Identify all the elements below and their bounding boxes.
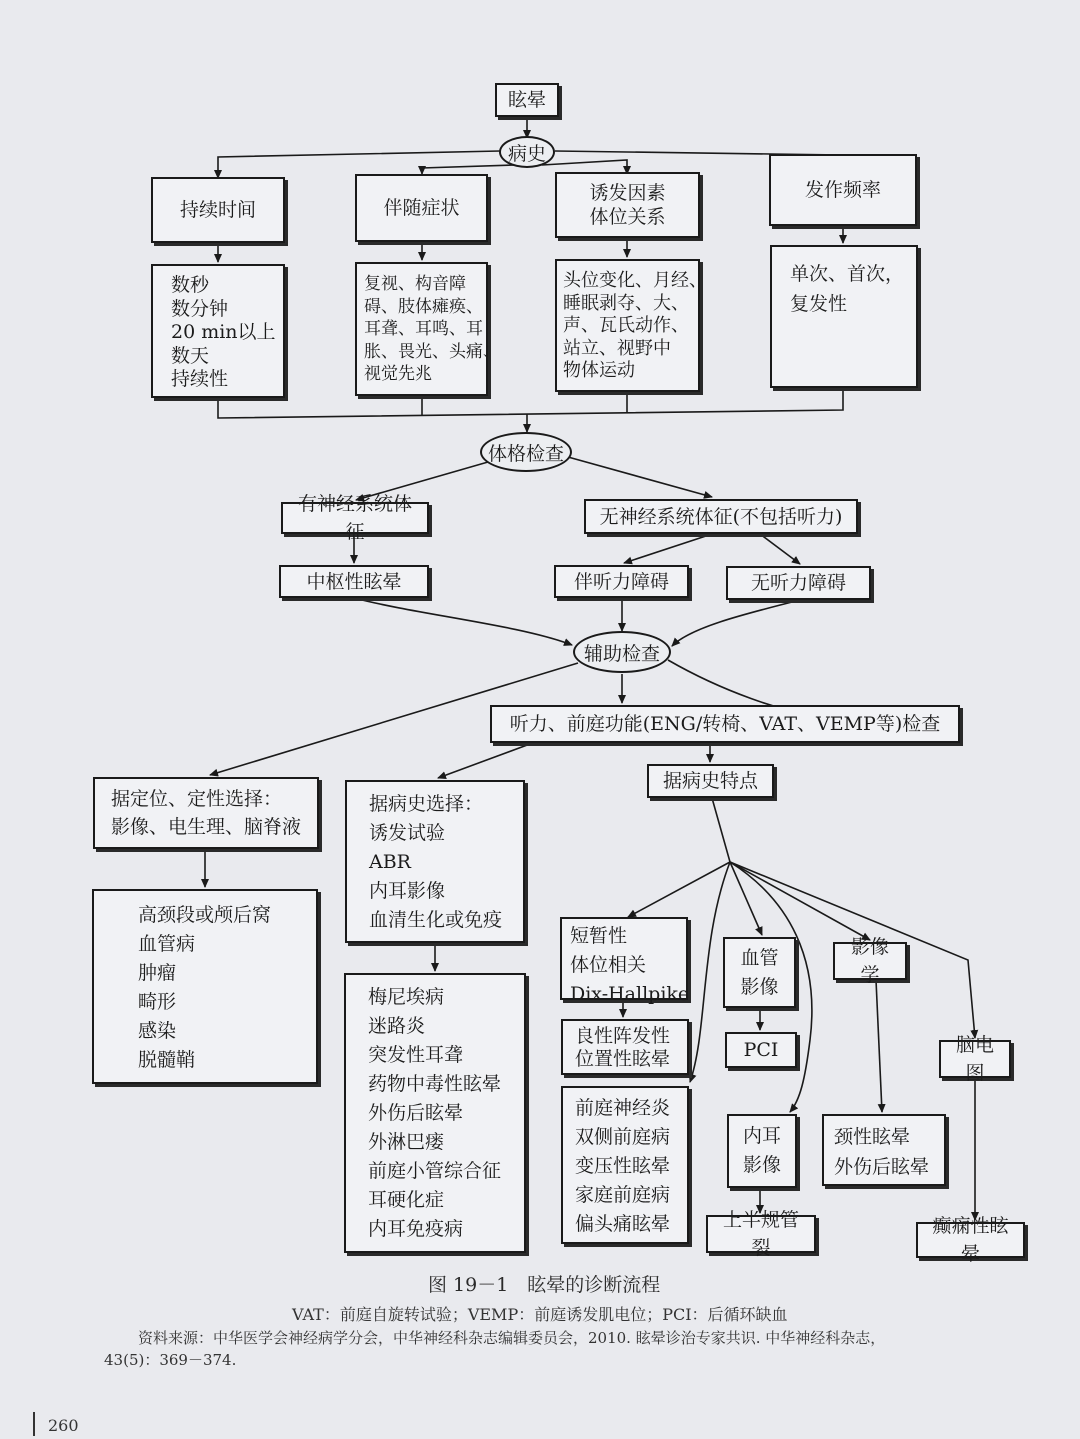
connector xyxy=(624,534,712,563)
frequency-item: 单次、首次， xyxy=(790,263,905,285)
brief-positional-line: 体位相关 xyxy=(570,954,647,976)
localization-line: 据定位、定性选择： xyxy=(111,788,283,810)
physical-exam-oval xyxy=(480,432,572,472)
central-cause-item: 肿瘤 xyxy=(138,962,177,984)
epileptic-label: 癫痫性眩晕 xyxy=(932,1215,1009,1265)
connector xyxy=(712,798,730,862)
brief-positional-line: Dix-Hallpike xyxy=(570,983,690,1005)
source-note-continued: 43(5)：369－374. xyxy=(104,1351,237,1369)
symptoms-title: 伴随症状 xyxy=(383,197,460,219)
trigger-title-line: 诱发因素 xyxy=(589,182,666,204)
peripheral-cause-item: 前庭小管综合征 xyxy=(368,1160,502,1182)
connector xyxy=(422,165,515,174)
history-selection-line: ABR xyxy=(369,851,411,873)
inner-ear-imaging-line: 影像 xyxy=(742,1154,781,1176)
symptoms-item: 胀、畏光、头痛、 xyxy=(364,341,500,362)
vascular-imaging-box xyxy=(723,937,796,1008)
duration-item: 数分钟 xyxy=(171,297,229,320)
duration-item: 持续性 xyxy=(171,368,229,390)
vestibular-disease-item: 家庭前庭病 xyxy=(575,1184,671,1206)
vestibular-tests-box xyxy=(490,705,960,743)
imaging-box xyxy=(833,936,907,986)
duration-box xyxy=(151,177,285,243)
peripheral-cause-item: 梅尼埃病 xyxy=(368,986,445,1008)
page-margin-bar xyxy=(33,1412,35,1436)
vestibular-diseases-box xyxy=(561,1086,689,1244)
duration-item: 数秒 xyxy=(171,274,210,296)
history-features-label: 据病史特点 xyxy=(662,770,758,792)
peripheral-cause-item: 突发性耳聋 xyxy=(368,1044,464,1066)
without-hearing-loss-label: 无听力障碍 xyxy=(750,572,846,594)
central-cause-item: 感染 xyxy=(138,1020,177,1042)
superior-canal-box xyxy=(706,1209,816,1259)
symptoms-box xyxy=(355,174,488,242)
vestibular-disease-item: 偏头痛眩晕 xyxy=(575,1213,671,1235)
central-vertigo-label: 中枢性眩晕 xyxy=(306,570,402,593)
trigger-box xyxy=(555,172,700,238)
history-selection-line: 据病史选择： xyxy=(369,793,484,815)
peripheral-cause-item: 外伤后眩晕 xyxy=(368,1102,464,1124)
peripheral-cause-item: 外淋巴瘘 xyxy=(368,1131,445,1153)
frequency-title: 发作频率 xyxy=(804,179,881,201)
localization-box xyxy=(93,777,319,849)
with-hearing-loss-label: 伴听力障碍 xyxy=(573,570,669,593)
pci-label: PCI xyxy=(743,1039,779,1061)
no-neuro-signs-box xyxy=(584,499,858,534)
central-cause-item: 畸形 xyxy=(138,991,177,1013)
connector xyxy=(730,862,870,940)
central-causes-box xyxy=(92,889,318,1084)
history-selection-line: 内耳影像 xyxy=(369,880,446,902)
figure-caption: 图 19－1 眩晕的诊断流程 xyxy=(428,1274,661,1296)
inner-ear-imaging-box xyxy=(727,1114,797,1188)
frequency-item: 复发性 xyxy=(790,293,848,315)
history-selection-line: 血清生化或免疫 xyxy=(369,909,503,931)
aux-exam-label: 辅助检查 xyxy=(583,642,660,665)
connector xyxy=(218,388,843,418)
brief-positional-box xyxy=(560,917,690,1005)
bppv-box xyxy=(561,1019,689,1075)
history-label: 病史 xyxy=(507,142,546,165)
trigger-item: 物体运动 xyxy=(563,360,635,381)
inner-ear-imaging-line: 内耳 xyxy=(742,1125,781,1147)
without-hearing-loss-box xyxy=(726,566,871,600)
connector xyxy=(354,598,572,645)
imaging-label: 影像学 xyxy=(850,936,889,986)
vestibular-disease-item: 双侧前庭病 xyxy=(575,1126,671,1148)
aux-exam-oval xyxy=(573,631,671,673)
history-selection-box xyxy=(345,780,525,943)
abbreviation-note: VAT：前庭自旋转试验；VEMP：前庭诱发肌电位；PCI：后循环缺血 xyxy=(292,1305,788,1324)
duration-title: 持续时间 xyxy=(179,199,256,221)
bppv-line: 良性阵发性 xyxy=(575,1025,671,1047)
vertigo-label: 眩晕 xyxy=(507,89,546,111)
connector xyxy=(760,534,800,564)
vertigo-box xyxy=(495,83,559,117)
localization-line: 影像、电生理、脑脊液 xyxy=(111,816,302,838)
trigger-item: 头位变化、月经、 xyxy=(563,270,707,291)
eeg-box xyxy=(939,1034,1011,1084)
with-hearing-loss-box xyxy=(554,565,689,598)
epileptic-box xyxy=(916,1215,1025,1265)
duration-item: 20 min以上 xyxy=(171,321,276,343)
peripheral-cause-item: 迷路炎 xyxy=(368,1015,426,1037)
vascular-imaging-line: 影像 xyxy=(740,975,779,998)
vestibular-disease-item: 前庭神经炎 xyxy=(575,1097,671,1119)
duration-item: 数天 xyxy=(171,344,210,367)
connector xyxy=(628,862,730,917)
frequency-details xyxy=(770,245,918,388)
superior-canal-label: 上半规管裂 xyxy=(722,1209,799,1259)
imaging-result-item: 颈性眩晕 xyxy=(834,1126,911,1148)
symptoms-item: 耳聋、耳鸣、耳 xyxy=(364,319,483,339)
central-vertigo-box xyxy=(279,565,429,598)
vestibular-disease-item: 变压性眩晕 xyxy=(575,1155,671,1177)
connector xyxy=(438,741,538,778)
history-oval xyxy=(499,136,555,168)
neuro-signs-box xyxy=(281,493,429,543)
duration-details xyxy=(151,264,285,398)
symptoms-item: 视觉先兆 xyxy=(364,364,432,384)
symptoms-details xyxy=(355,262,500,396)
no-neuro-signs-label: 无神经系统体征(不包括听力) xyxy=(599,505,843,528)
eeg-label: 脑电图 xyxy=(955,1034,994,1084)
history-features-box xyxy=(647,764,774,798)
brief-positional-line: 短暂性 xyxy=(570,925,628,947)
vascular-imaging-line: 血管 xyxy=(740,946,779,969)
history-selection-line: 诱发试验 xyxy=(369,822,446,844)
page-number: 260 xyxy=(48,1416,79,1435)
trigger-item: 睡眠剥夺、大、 xyxy=(563,292,689,314)
connector xyxy=(876,980,882,1112)
imaging-result-item: 外伤后眩晕 xyxy=(834,1156,930,1178)
bppv-line: 位置性眩晕 xyxy=(575,1048,671,1070)
peripheral-cause-item: 耳硬化症 xyxy=(368,1189,445,1211)
pci-box xyxy=(725,1032,797,1068)
vestibular-tests-label: 听力、前庭功能(ENG/转椅、VAT、VEMP等)检查 xyxy=(509,713,941,735)
trigger-details xyxy=(555,259,707,392)
connector xyxy=(568,457,712,497)
neuro-signs-label: 有神经系统体征 xyxy=(297,493,412,543)
peripheral-hearing-causes-box xyxy=(344,973,526,1253)
central-cause-item: 脱髓鞘 xyxy=(138,1049,196,1071)
frequency-box xyxy=(769,154,917,226)
physical-exam-label: 体格检查 xyxy=(487,442,564,465)
central-cause-item: 血管病 xyxy=(138,933,196,955)
trigger-title-line: 体位关系 xyxy=(589,206,666,228)
imaging-results-box xyxy=(822,1114,946,1186)
trigger-item: 声、瓦氏动作、 xyxy=(563,315,689,336)
trigger-item: 站立、视野中 xyxy=(563,337,671,359)
connector xyxy=(672,600,800,646)
peripheral-cause-item: 药物中毒性眩晕 xyxy=(368,1073,502,1095)
peripheral-cause-item: 内耳免疫病 xyxy=(368,1218,464,1240)
central-cause-item: 高颈段或颅后窝 xyxy=(138,904,272,926)
source-note: 资料来源：中华医学会神经病学分会，中华神经科杂志编辑委员会，2010. 眩晕诊治专家共识. 中华神经科杂志， xyxy=(138,1329,886,1347)
symptoms-item: 复视、构音障 xyxy=(364,274,466,294)
symptoms-item: 碍、肢体瘫痪、 xyxy=(364,296,483,317)
